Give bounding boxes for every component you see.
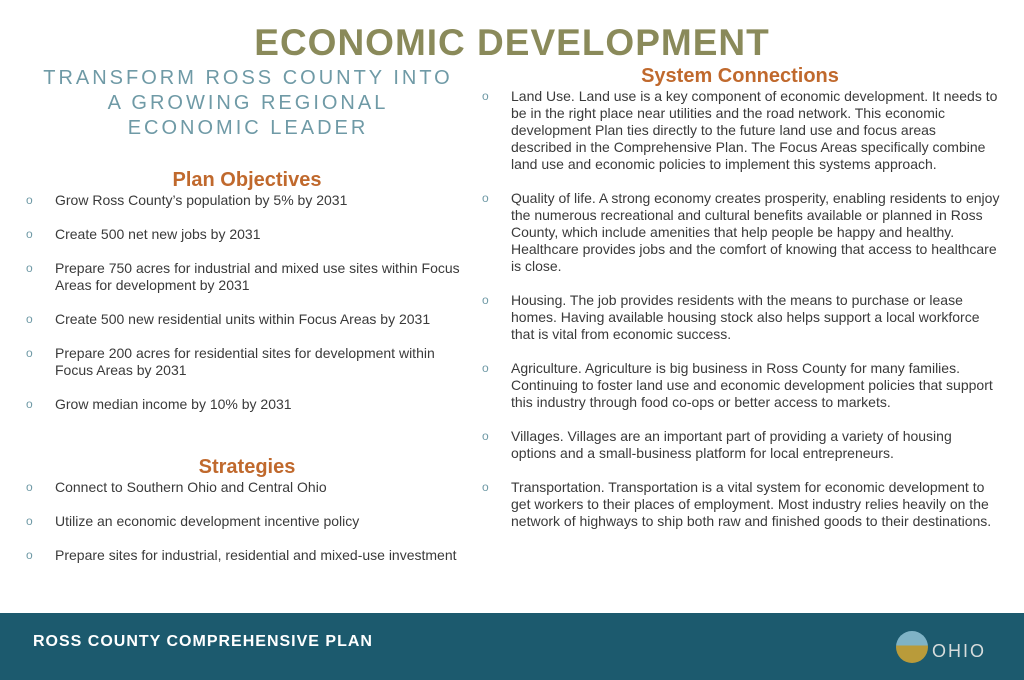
- bullet-icon: o: [26, 261, 33, 275]
- plan-objectives-section: [24, 169, 470, 430]
- list-item: [480, 88, 1000, 173]
- list-item: [24, 396, 470, 413]
- bullet-icon: o: [482, 480, 489, 494]
- list-item-text: Utilize an economic development incentive policy: [55, 513, 360, 529]
- list-item-text: Quality of life. A strong economy creates prosperity, enabling residents to enjoy the numerous recreational and cultural benefits available or planned in Ross County, which include amenities that help people be happy and healthy. Healthcare provides jobs and the comfort of knowing that access to healthcare is close.: [511, 190, 1000, 274]
- bullet-icon: o: [26, 480, 33, 494]
- list-item-text: Housing. The job provides residents with the means to purchase or lease homes. Having available housing stock also helps support a local workforce that is vital from economic success.: [511, 292, 980, 342]
- page-subtitle: TRANSFORM ROSS COUNTY INTO A GROWING REGIONAL ECONOMIC LEADER: [43, 67, 453, 139]
- list-item-text: Villages. Villages are an important part of providing a variety of housing options and a small-business platform for local entrepreneurs.: [511, 428, 952, 461]
- list-item-text: Prepare 200 acres for residential sites for development within Focus Areas by 2031: [55, 345, 435, 378]
- footer-bar: [0, 613, 1024, 680]
- list-item-text: Prepare 750 acres for industrial and mixed use sites within Focus Areas for development by 2031: [55, 260, 460, 293]
- system-connections-section: [480, 65, 1000, 547]
- plan-objectives-heading: Plan Objectives: [172, 169, 322, 191]
- bullet-icon: o: [26, 548, 33, 562]
- list-item: [24, 226, 470, 243]
- list-item-text: Grow Ross County’s population by 5% by 2031: [55, 192, 348, 208]
- system-connections-list: [480, 88, 1000, 530]
- list-item: [480, 479, 1000, 530]
- list-item-text: Create 500 net new jobs by 2031: [55, 226, 261, 242]
- bullet-icon: o: [26, 312, 33, 326]
- list-item-text: Create 500 new residential units within Focus Areas by 2031: [55, 311, 431, 327]
- list-item: [24, 479, 470, 496]
- list-item: [24, 260, 470, 294]
- list-item: [480, 190, 1000, 275]
- list-item-text: Prepare sites for industrial, residential and mixed-use investment: [55, 547, 457, 563]
- list-item-text: Grow median income by 10% by 2031: [55, 396, 292, 412]
- list-item: [480, 360, 1000, 411]
- list-item: [24, 311, 470, 328]
- page-title: ECONOMIC DEVELOPMENT: [254, 22, 770, 63]
- bullet-icon: o: [482, 293, 489, 307]
- list-item: [24, 192, 470, 209]
- bullet-icon: o: [482, 191, 489, 205]
- ohio-logo: [896, 631, 996, 671]
- bullet-icon: o: [482, 429, 489, 443]
- list-item-text: Land Use. Land use is a key component of economic development. It needs to be in the right place near utilities and the road network. This economic development Plan ties directly to the future land use and focus areas described in the Comprehensive Plan. The Focus Areas specifically combine land use and economic policies to implement this systems approach.: [511, 88, 998, 172]
- list-item: [24, 513, 470, 530]
- bullet-icon: o: [26, 227, 33, 241]
- list-item-text: Connect to Southern Ohio and Central Ohio: [55, 479, 327, 495]
- footer-title: ROSS COUNTY COMPREHENSIVE PLAN: [33, 633, 373, 650]
- bullet-icon: o: [26, 397, 33, 411]
- list-item: [24, 547, 470, 564]
- bullet-icon: o: [26, 193, 33, 207]
- plan-objectives-list: [24, 192, 470, 413]
- list-item-text: Agriculture. Agriculture is big business in Ross County for many families. Continuing to foster land use and economic development policies that support this industry through food co-ops or better access to markets.: [511, 360, 993, 410]
- logo-text: OHIO: [932, 641, 987, 661]
- strategies-list: [24, 479, 470, 564]
- strategies-section: [24, 456, 470, 581]
- list-item: [24, 345, 470, 379]
- logo-emblem-icon: [896, 631, 928, 663]
- bullet-icon: o: [482, 89, 489, 103]
- bullet-icon: o: [482, 361, 489, 375]
- list-item: [480, 428, 1000, 462]
- bullet-icon: o: [26, 346, 33, 360]
- list-item-text: Transportation. Transportation is a vital system for economic development to get workers to their places of employment. Most industry relies heavily on the network of highways to ship both raw and finished goods to their destinations.: [511, 479, 992, 529]
- list-item: [480, 292, 1000, 343]
- system-connections-heading: System Connections: [641, 65, 839, 87]
- bullet-icon: o: [26, 514, 33, 528]
- strategies-heading: Strategies: [198, 456, 296, 478]
